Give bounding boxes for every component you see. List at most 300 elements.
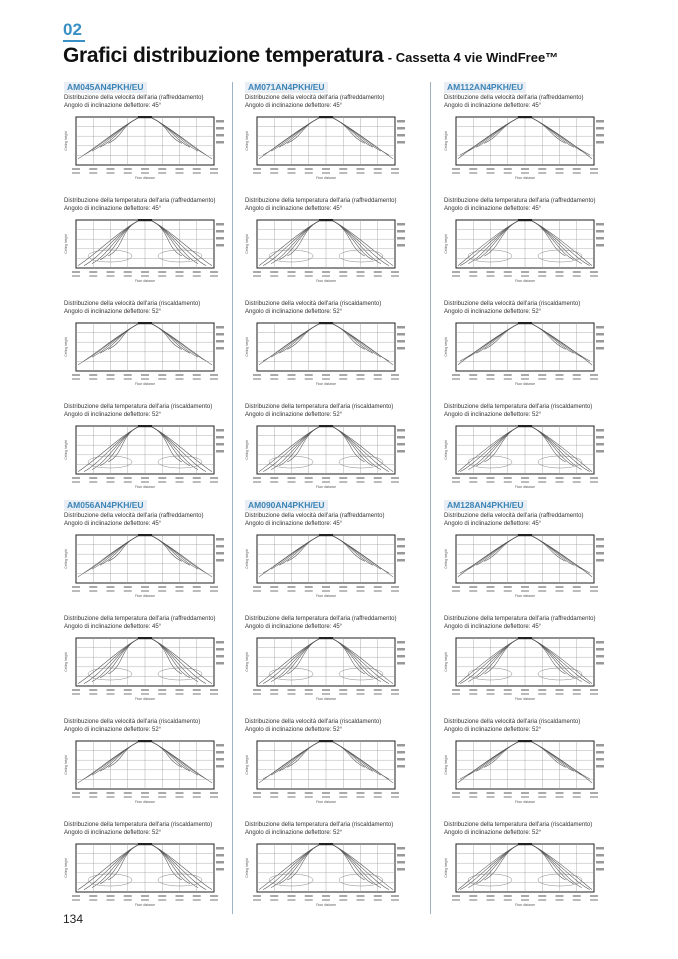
tick-label-mark [158,275,166,277]
caption-line-2: Angolo di inclinazione deflettore: 52° [444,726,542,733]
tick-label-mark [305,271,313,273]
tick-label-mark [176,172,184,174]
tick-label-mark [590,590,598,592]
indoor-unit-mark [518,740,532,742]
tick-label-mark [107,693,115,695]
tick-label-mark [469,374,477,376]
tick-label-mark [72,168,80,170]
tick-label-mark [158,168,166,170]
indoor-unit-mark [518,534,532,536]
model-code: AM090AN4PKH/EU [245,500,328,511]
y-axis-label: Ceiling height [64,652,68,672]
tick-label-mark [573,590,581,592]
tick-label-mark [590,481,598,483]
tick-label-mark [322,271,330,273]
tick-label-mark [573,796,581,798]
tick-label-mark [176,168,184,170]
y-axis-label: Ceiling height [444,755,448,775]
caption-line-1: Distribuzione della velocità dell'aria (raffreddamento) [245,95,385,101]
chart-caption [245,719,381,734]
tick-label-mark [596,340,604,343]
tick-label-mark [391,271,399,273]
tick-label-mark [573,689,581,691]
tick-label-mark [253,275,261,277]
tick-label-mark [469,477,477,479]
x-axis-label: Floor distance [514,697,536,701]
tick-label-mark [452,172,460,174]
tick-label-mark [469,792,477,794]
tick-label-mark [322,792,330,794]
caption-line-2: Angolo di inclinazione deflettore: 52° [444,411,542,418]
tick-label-mark [124,168,132,170]
tick-label-mark [288,693,296,695]
distribution-chart [60,319,228,391]
tick-label-mark [397,244,405,247]
tick-label-mark [339,689,347,691]
indoor-unit-mark [518,637,532,639]
chart-caption [64,95,203,110]
caption-line-1: Distribuzione della temperatura dell'aria (raffreddamento) [444,198,596,204]
tick-label-mark [107,271,115,273]
tick-label-mark [487,693,495,695]
tick-label-mark [210,796,218,798]
tick-label-mark [469,586,477,588]
tick-label-mark [253,586,261,588]
tick-label-mark [357,481,365,483]
tick-label-mark [158,374,166,376]
y-axis-label: Ceiling height [245,440,249,460]
caption-line-1: Distribuzione della velocità dell'aria (riscaldamento) [444,719,581,725]
tick-label-mark [487,796,495,798]
tick-label-mark [339,172,347,174]
tick-label-mark [305,689,313,691]
y-axis-label: Ceiling height [245,652,249,672]
tick-label-mark [452,693,460,695]
page-title-main: Grafici distribuzione temperatura [63,44,384,67]
tick-label-mark [397,765,405,768]
tick-label-mark [504,586,512,588]
caption-line-2: Angolo di inclinazione deflettore: 45° [64,623,162,630]
caption-line-2: Angolo di inclinazione deflettore: 45° [444,520,542,527]
page-number: 134 [63,912,84,926]
tick-label-mark [288,378,296,380]
distribution-chart [440,319,608,391]
tick-label-mark [487,899,495,901]
tick-label-mark [596,326,604,329]
tick-label-mark [452,481,460,483]
tick-label-mark [391,481,399,483]
tick-label-mark [596,765,604,768]
tick-label-mark [521,689,529,691]
tick-label-mark [107,899,115,901]
tick-label-mark [573,693,581,695]
tick-label-mark [521,586,529,588]
tick-label-mark [487,689,495,691]
tick-label-mark [397,641,405,644]
x-axis-label: Floor distance [134,382,156,386]
model-code: AM045AN4PKH/EU [64,82,147,93]
tick-label-mark [107,895,115,897]
tick-label-mark [141,481,149,483]
tick-label-mark [288,168,296,170]
tick-label-mark [216,552,224,555]
tick-label-mark [253,481,261,483]
tick-label-mark [72,271,80,273]
tick-label-mark [391,275,399,277]
tick-label-mark [397,559,405,562]
tick-label-mark [253,895,261,897]
tick-label-mark [322,689,330,691]
tick-label-mark [322,899,330,901]
x-axis-label: Floor distance [514,176,536,180]
x-axis-label: Floor distance [134,485,156,489]
tick-label-mark [141,586,149,588]
tick-label-mark [176,899,184,901]
tick-label-mark [590,477,598,479]
tick-label-mark [573,271,581,273]
tick-label-mark [288,590,296,592]
tick-label-mark [72,586,80,588]
tick-label-mark [216,641,224,644]
tick-label-mark [391,796,399,798]
tick-label-mark [397,861,405,864]
tick-label-mark [176,477,184,479]
tick-label-mark [391,693,399,695]
page-title [63,44,558,68]
tick-label-mark [339,477,347,479]
caption-line-1: Distribuzione della temperatura dell'aria (riscaldamento) [245,404,394,410]
tick-label-mark [357,796,365,798]
tick-label-mark [193,796,201,798]
tick-label-mark [322,378,330,380]
tick-label-mark [216,751,224,754]
tick-label-mark [357,374,365,376]
tick-label-mark [374,477,382,479]
tick-label-mark [216,223,224,226]
indoor-unit-mark [518,843,532,845]
tick-label-mark [504,172,512,174]
caption-line-2: Angolo di inclinazione deflettore: 45° [444,102,542,109]
tick-label-mark [270,275,278,277]
tick-label-mark [176,796,184,798]
tick-label-mark [596,134,604,137]
tick-label-mark [538,693,546,695]
y-axis-label: Ceiling height [64,858,68,878]
distribution-chart [440,634,608,706]
tick-label-mark [176,895,184,897]
tick-label-mark [556,271,564,273]
caption-line-1: Distribuzione della temperatura dell'aria (raffreddamento) [245,616,397,622]
chart-caption [64,404,212,419]
tick-label-mark [270,481,278,483]
tick-label-mark [210,172,218,174]
tick-label-mark [487,168,495,170]
tick-label-mark [158,693,166,695]
caption-line-1: Distribuzione della velocità dell'aria (raffreddamento) [64,95,204,101]
tick-label-mark [596,333,604,336]
tick-label-mark [573,792,581,794]
tick-label-mark [158,689,166,691]
y-axis-label: Ceiling height [444,652,448,672]
tick-label-mark [596,230,604,233]
tick-label-mark [72,477,80,479]
caption-line-1: Distribuzione della temperatura dell'aria (raffreddamento) [64,616,216,622]
tick-label-mark [141,271,149,273]
tick-label-mark [107,168,115,170]
distribution-chart [60,840,228,912]
tick-label-mark [193,481,201,483]
tick-label-mark [322,374,330,376]
tick-label-mark [397,847,405,850]
tick-label-mark [374,374,382,376]
tick-label-mark [521,693,529,695]
tick-label-mark [141,796,149,798]
tick-label-mark [391,792,399,794]
tick-label-mark [210,374,218,376]
tick-label-mark [141,378,149,380]
tick-label-mark [397,545,405,548]
tick-label-mark [193,168,201,170]
tick-label-mark [521,378,529,380]
tick-label-mark [596,861,604,864]
y-axis-label: Ceiling height [444,858,448,878]
tick-label-mark [124,586,132,588]
tick-label-mark [270,796,278,798]
tick-label-mark [158,590,166,592]
tick-label-mark [391,689,399,691]
tick-label-mark [270,590,278,592]
section-rule [63,40,85,42]
tick-label-mark [107,275,115,277]
tick-label-mark [322,586,330,588]
tick-label-mark [357,792,365,794]
tick-label-mark [469,378,477,380]
distribution-chart [60,737,228,809]
tick-label-mark [124,796,132,798]
tick-label-mark [288,477,296,479]
tick-label-mark [469,689,477,691]
caption-line-1: Distribuzione della velocità dell'aria (raffreddamento) [64,513,204,519]
tick-label-mark [72,275,80,277]
tick-label-mark [89,378,97,380]
tick-label-mark [270,689,278,691]
tick-label-mark [89,693,97,695]
tick-label-mark [452,899,460,901]
indoor-unit-mark [319,219,333,221]
chart-caption [444,513,583,528]
x-axis-label: Floor distance [134,594,156,598]
column-divider-1 [232,82,233,914]
tick-label-mark [158,586,166,588]
tick-label-mark [141,477,149,479]
tick-label-mark [596,744,604,747]
tick-label-mark [469,271,477,273]
tick-label-mark [72,689,80,691]
distribution-chart [60,113,228,185]
tick-label-mark [538,271,546,273]
tick-label-mark [216,662,224,665]
tick-label-mark [89,172,97,174]
tick-label-mark [89,796,97,798]
tick-label-mark [322,275,330,277]
tick-label-mark [322,477,330,479]
x-axis-label: Floor distance [315,697,337,701]
indoor-unit-mark [138,322,152,324]
caption-line-2: Angolo di inclinazione deflettore: 45° [64,102,162,109]
tick-label-mark [89,168,97,170]
tick-label-mark [322,590,330,592]
indoor-unit-mark [518,116,532,118]
tick-label-mark [339,168,347,170]
chart-caption [245,404,393,419]
chart-caption [444,198,595,213]
tick-label-mark [538,590,546,592]
tick-label-mark [270,693,278,695]
distribution-chart [241,422,409,494]
tick-label-mark [521,168,529,170]
distribution-chart [241,840,409,912]
tick-label-mark [339,899,347,901]
tick-label-mark [556,172,564,174]
tick-label-mark [141,899,149,901]
tick-label-mark [253,796,261,798]
tick-label-mark [374,796,382,798]
tick-label-mark [397,141,405,144]
tick-label-mark [469,895,477,897]
caption-line-1: Distribuzione della velocità dell'aria (riscaldamento) [444,301,581,307]
tick-label-mark [596,758,604,761]
tick-label-mark [556,590,564,592]
tick-label-mark [288,689,296,691]
tick-label-mark [391,378,399,380]
caption-line-1: Distribuzione della velocità dell'aria (raffreddamento) [444,513,584,519]
x-axis-label: Floor distance [315,176,337,180]
tick-label-mark [305,693,313,695]
tick-label-mark [107,477,115,479]
tick-label-mark [504,796,512,798]
tick-label-mark [89,271,97,273]
x-axis-label: Floor distance [514,594,536,598]
distribution-chart [60,422,228,494]
tick-label-mark [556,275,564,277]
caption-line-1: Distribuzione della temperatura dell'aria (riscaldamento) [444,404,593,410]
tick-label-mark [339,481,347,483]
tick-label-mark [107,481,115,483]
tick-label-mark [193,275,201,277]
tick-label-mark [107,586,115,588]
tick-label-mark [521,796,529,798]
tick-label-mark [288,895,296,897]
tick-label-mark [322,172,330,174]
tick-label-mark [573,374,581,376]
tick-label-mark [158,172,166,174]
section-number: 02 [63,20,82,39]
tick-label-mark [556,477,564,479]
tick-label-mark [596,641,604,644]
tick-label-mark [89,275,97,277]
caption-line-1: Distribuzione della temperatura dell'aria (raffreddamento) [444,616,596,622]
tick-label-mark [596,443,604,446]
tick-label-mark [504,899,512,901]
tick-label-mark [504,792,512,794]
tick-label-mark [216,443,224,446]
tick-label-mark [469,168,477,170]
tick-label-mark [216,648,224,651]
indoor-unit-mark [319,322,333,324]
caption-line-2: Angolo di inclinazione deflettore: 52° [245,308,343,315]
tick-label-mark [590,172,598,174]
caption-line-1: Distribuzione della velocità dell'aria (riscaldamento) [245,301,382,307]
x-axis-label: Floor distance [134,176,156,180]
tick-label-mark [107,590,115,592]
caption-line-2: Angolo di inclinazione deflettore: 52° [64,308,162,315]
tick-label-mark [397,223,405,226]
tick-label-mark [397,134,405,137]
chart-caption [64,513,203,528]
tick-label-mark [374,172,382,174]
tick-label-mark [339,693,347,695]
distribution-chart [60,634,228,706]
tick-label-mark [487,477,495,479]
distribution-chart [60,531,228,603]
indoor-unit-mark [138,425,152,427]
tick-label-mark [124,374,132,376]
tick-label-mark [397,450,405,453]
tick-label-mark [124,172,132,174]
tick-label-mark [357,168,365,170]
tick-label-mark [210,895,218,897]
chart-caption [64,822,212,837]
caption-line-2: Angolo di inclinazione deflettore: 45° [64,205,162,212]
tick-label-mark [305,895,313,897]
indoor-unit-mark [518,322,532,324]
tick-label-mark [538,481,546,483]
indoor-unit-mark [319,534,333,536]
tick-label-mark [253,899,261,901]
tick-label-mark [216,244,224,247]
tick-label-mark [374,689,382,691]
tick-label-mark [89,374,97,376]
tick-label-mark [357,378,365,380]
y-axis-label: Ceiling height [444,131,448,151]
tick-label-mark [193,477,201,479]
tick-label-mark [339,586,347,588]
x-axis-label: Floor distance [514,800,536,804]
x-axis-label: Floor distance [134,903,156,907]
x-axis-label: Floor distance [315,485,337,489]
distribution-chart [241,737,409,809]
tick-label-mark [538,374,546,376]
tick-label-mark [216,861,224,864]
tick-label-mark [158,895,166,897]
tick-label-mark [397,751,405,754]
tick-label-mark [176,590,184,592]
tick-label-mark [253,172,261,174]
tick-label-mark [158,481,166,483]
tick-label-mark [253,693,261,695]
tick-label-mark [176,689,184,691]
tick-label-mark [124,275,132,277]
caption-line-2: Angolo di inclinazione deflettore: 52° [245,411,343,418]
tick-label-mark [556,689,564,691]
tick-label-mark [374,378,382,380]
tick-label-mark [339,374,347,376]
y-axis-label: Ceiling height [64,440,68,460]
model-code: AM112AN4PKH/EU [444,82,526,93]
tick-label-mark [374,481,382,483]
tick-label-mark [124,271,132,273]
tick-label-mark [72,796,80,798]
